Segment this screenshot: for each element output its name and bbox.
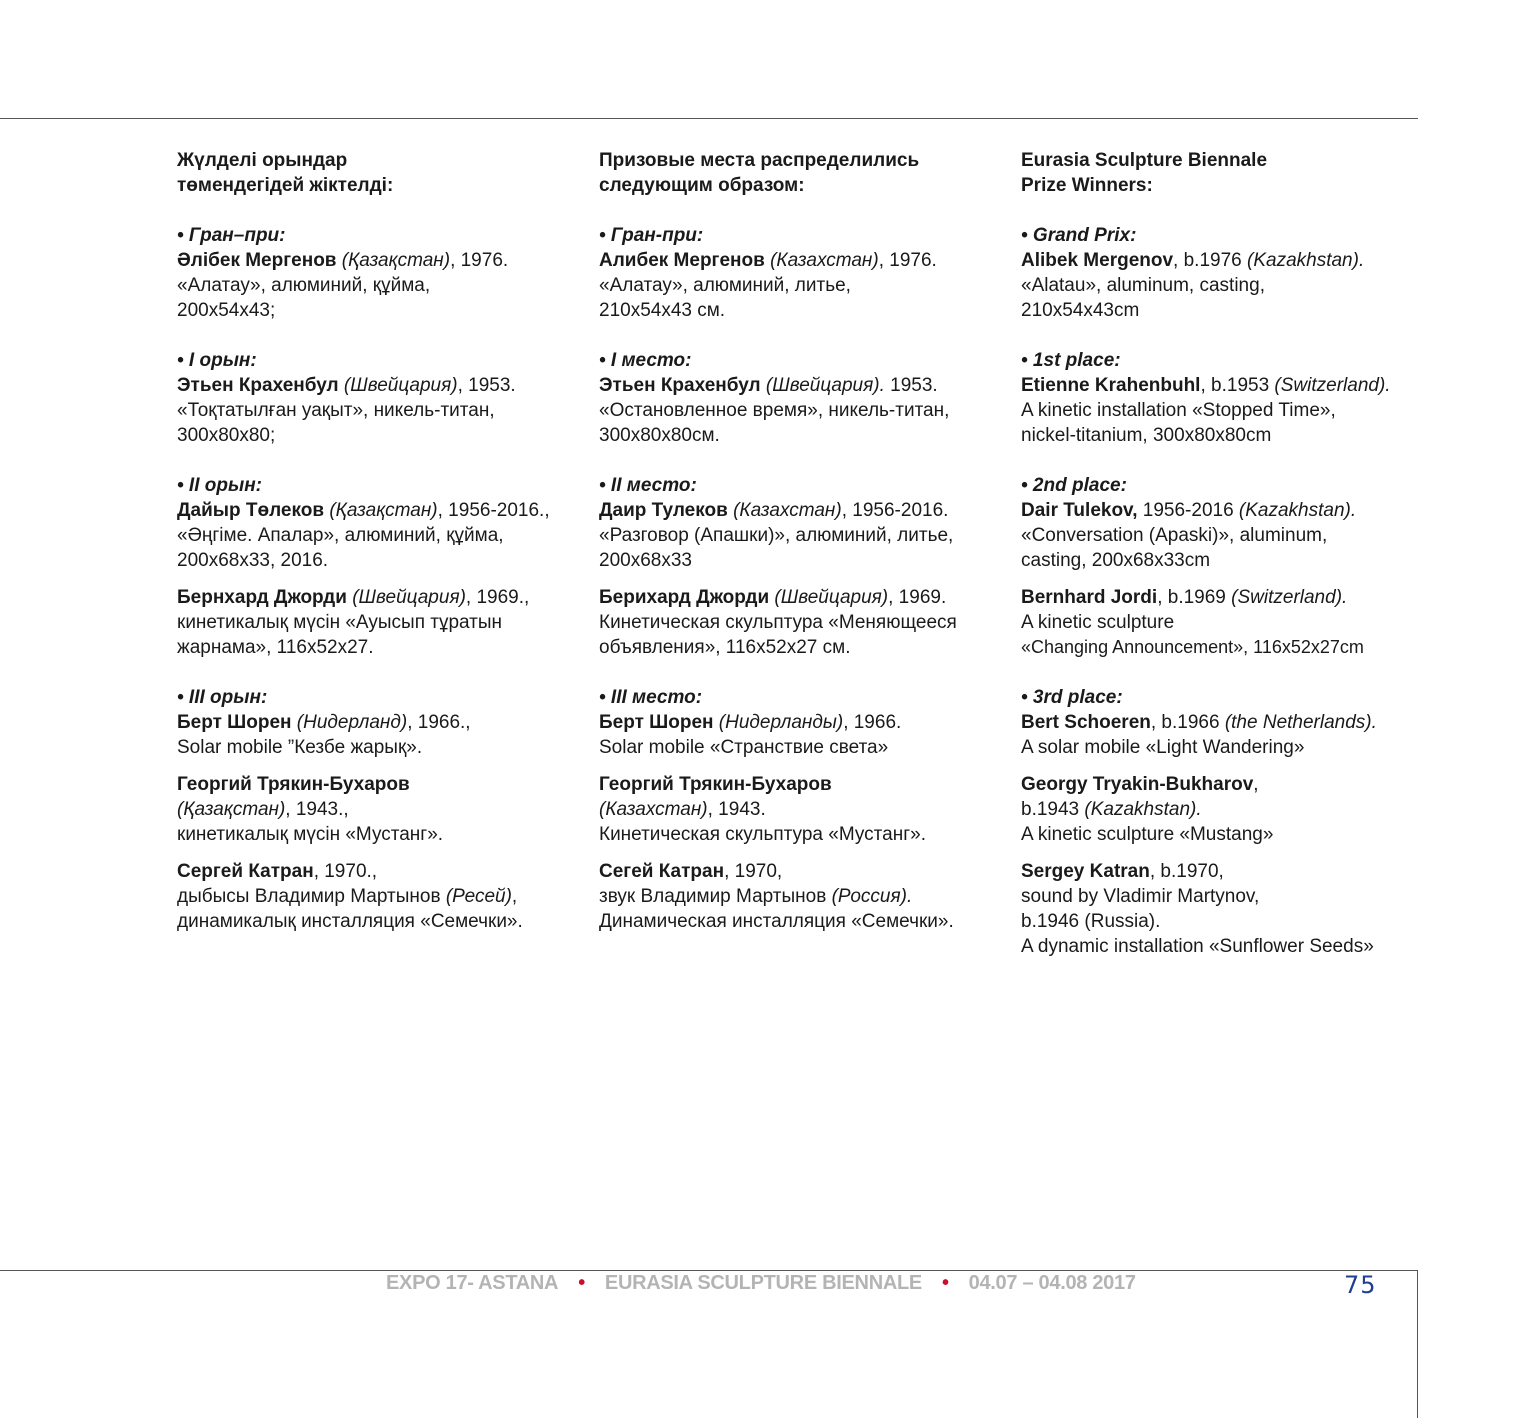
artist-country: (Қазақстан): [329, 500, 438, 521]
footer-title: EURASIA SCULPTURE BIENNALE: [604, 1272, 922, 1294]
artist-name: Georgy Tryakin-Bukharov: [1021, 774, 1254, 795]
artist-country: (Нидерланды): [718, 712, 844, 733]
work-description: Кинетическая скульптура «Меняющееся: [599, 612, 957, 633]
work-dimensions: «Changing Announcement», 116x52x27cm: [1021, 637, 1364, 657]
winner-entry: [1021, 772, 1426, 847]
work-dimensions: 300x80x80;: [177, 425, 276, 446]
first-place-section: [177, 348, 582, 448]
artist-country: (Казахстан): [733, 500, 842, 521]
work-dimensions: 300x80x80см.: [599, 425, 720, 446]
grand-prix-section: [1021, 223, 1426, 323]
second-place-section: [599, 473, 1004, 660]
winner-entry: [177, 859, 582, 934]
artist-name: Alibek Mergenov: [1021, 250, 1174, 271]
work-description: кинетикалық мүсін «Мустанг».: [177, 824, 444, 845]
artist-name: Этьен Крахенбул: [177, 375, 339, 396]
artist-year: , 1976.: [450, 250, 509, 271]
second-place-section: [177, 473, 582, 660]
artist-country: (Швейцария).: [765, 375, 885, 396]
artist-year: , b.1953: [1200, 375, 1275, 396]
top-rule: [0, 118, 1418, 119]
footer-separator: •: [941, 1272, 949, 1294]
heading-line: следующим образом:: [599, 175, 805, 196]
third-place-section: [1021, 685, 1426, 959]
winner-entry: [599, 710, 1004, 760]
place-label: • I орын:: [177, 350, 257, 371]
second-place-section: [1021, 473, 1426, 660]
work-description: «Остановленное время», никель-титан,: [599, 400, 950, 421]
artist-year: , 1956-2016.,: [437, 500, 550, 521]
artist-country: (Kazakhstan).: [1247, 250, 1365, 271]
work-description: A dynamic installation «Sunflower Seeds»: [1021, 936, 1374, 957]
footer-event: EXPO 17- ASTANA: [386, 1272, 559, 1294]
work-description: A kinetic sculpture «Mustang»: [1021, 824, 1274, 845]
artist-year: , 1970.,: [313, 861, 378, 882]
winner-entry: [1021, 248, 1426, 323]
punctuation: ,: [1253, 774, 1259, 795]
artist-country: (Швейцария): [774, 587, 889, 608]
place-label: • Гран-при:: [599, 225, 704, 246]
work-description: «Алатау», алюминий, литье,: [599, 275, 851, 296]
winner-entry: [599, 859, 1004, 934]
artist-year: , 1953.: [457, 375, 516, 396]
artist-year: , b.1969: [1157, 587, 1232, 608]
work-dimensions: 210x54x43cm: [1021, 300, 1140, 321]
artist-year: 1953.: [884, 375, 938, 396]
artist-name: Берт Шорен: [177, 712, 292, 733]
work-description: A kinetic installation «Stopped Time»,: [1021, 400, 1336, 421]
footer-separator: •: [578, 1272, 585, 1294]
artist-name: Алибек Мергенов: [599, 250, 765, 271]
heading-line: Eurasia Sculpture Biennale: [1021, 150, 1268, 171]
first-place-section: [599, 348, 1004, 448]
work-description: Кинетическая скульптура «Мустанг».: [599, 824, 926, 845]
artist-country: (Казахстан): [770, 250, 879, 271]
artist-year: , b.1970,: [1149, 861, 1224, 882]
place-label: • I место:: [599, 350, 692, 371]
russian-column: [599, 148, 1004, 959]
page-number: 75: [1344, 1271, 1377, 1299]
winner-entry: [599, 248, 1004, 323]
work-description: кинетикалық мүсін «Ауысып тұратын: [177, 612, 503, 633]
artist-name: Бернхард Джорди: [177, 587, 347, 608]
artist-name: Bernhard Jordi: [1021, 587, 1158, 608]
artist-name: Берт Шорен: [599, 712, 714, 733]
artist-name: Дайыр Төлеков: [177, 500, 325, 521]
artist-name: Сегей Катран: [599, 861, 725, 882]
artist-country: (Казахстан): [599, 799, 708, 820]
footer-caption: [386, 1272, 1136, 1295]
english-heading: [1021, 148, 1426, 198]
third-place-section: [177, 685, 582, 934]
artist-year: , 1969.: [888, 587, 947, 608]
work-dimensions: 200x68x33, 2016.: [177, 550, 329, 571]
grand-prix-section: [177, 223, 582, 323]
winner-entry: [177, 585, 582, 660]
heading-line: Призовые места распределились: [599, 150, 920, 171]
sound-credit-year: b.1946 (Russia).: [1021, 911, 1161, 932]
work-dimensions: объявления», 116x52x27 см.: [599, 637, 851, 658]
work-dimensions: 200x68x33: [599, 550, 692, 571]
heading-line: төмендегідей жіктелді:: [177, 175, 394, 196]
artist-country: (Россия).: [831, 886, 913, 907]
artist-name: Этьен Крахенбул: [599, 375, 761, 396]
sound-credit: sound by Vladimir Martynov,: [1021, 886, 1260, 907]
artist-name: Dair Tulekov,: [1021, 500, 1138, 521]
place-label: • Гран–при:: [177, 225, 286, 246]
artist-year: b.1943: [1021, 799, 1085, 820]
artist-name: Әлібек Мергенов: [177, 250, 337, 271]
artist-year: , b.1976: [1173, 250, 1247, 271]
winner-entry: [177, 248, 582, 323]
work-dimensions: 200x54x43;: [177, 300, 276, 321]
artist-year: , 1970,: [724, 861, 783, 882]
artist-name: Etienne Krahenbuhl: [1021, 375, 1201, 396]
work-description: A kinetic sculpture: [1021, 612, 1175, 633]
work-description: «Conversation (Apaski)», aluminum,: [1021, 525, 1328, 546]
grand-prix-section: [599, 223, 1004, 323]
artist-country: (Kazakhstan).: [1238, 500, 1357, 521]
artist-country: (Switzerland).: [1231, 587, 1348, 608]
place-label: • 2nd place:: [1021, 475, 1127, 496]
work-description: «Разговор (Апашки)», алюминий, литье,: [599, 525, 954, 546]
work-description: «Алатау», алюминий, құйма,: [177, 275, 431, 296]
work-description: «Alatau», aluminum, casting,: [1021, 275, 1265, 296]
bottom-rule: [0, 1270, 1418, 1271]
place-label: • III орын:: [177, 687, 268, 708]
artist-name: Георгий Трякин-Бухаров: [599, 774, 832, 795]
artist-year: , 1943.,: [285, 799, 349, 820]
winner-entry: [1021, 498, 1426, 573]
place-label: • 3rd place:: [1021, 687, 1123, 708]
russian-heading: [599, 148, 1004, 198]
winner-entry: [177, 710, 582, 760]
winner-entry: [599, 585, 1004, 660]
winner-entry: [177, 373, 582, 448]
artist-year: 1956-2016: [1137, 500, 1239, 521]
place-label: • Grand Prix:: [1021, 225, 1137, 246]
artist-country: (Қазақстан): [177, 799, 286, 820]
winner-entry: [599, 498, 1004, 573]
artist-country: (Switzerland).: [1274, 375, 1391, 396]
winner-entry: [1021, 373, 1426, 448]
winner-entry: [599, 373, 1004, 448]
artist-name: Берихард Джорди: [599, 587, 770, 608]
winner-entry: [177, 498, 582, 573]
artist-country: (Ресей): [445, 886, 512, 907]
winner-entry: [177, 772, 582, 847]
work-dimensions: casting, 200x68x33cm: [1021, 550, 1211, 571]
winner-entry: [1021, 710, 1426, 760]
place-label: • III место:: [599, 687, 703, 708]
footer-dates: 04.07 – 04.08 2017: [968, 1272, 1136, 1294]
right-rule: [1417, 1270, 1418, 1418]
artist-country: (Қазақстан): [341, 250, 451, 271]
place-label: • II орын:: [177, 475, 263, 496]
artist-country: (Нидерланд): [296, 712, 408, 733]
heading-line: Жүлделі орындар: [177, 150, 348, 171]
artist-name: Sergey Katran: [1021, 861, 1150, 882]
artist-name: Сергей Катран: [177, 861, 314, 882]
artist-country: (Kazakhstan).: [1084, 799, 1202, 820]
artist-country: (Швейцария): [343, 375, 458, 396]
sound-credit: звук Владимир Мартынов: [599, 886, 832, 907]
work-description: A solar mobile «Light Wandering»: [1021, 737, 1305, 758]
winner-entry: [1021, 585, 1426, 660]
work-description: «Әңгіме. Апалар», алюминий, құйма,: [177, 525, 504, 546]
artist-year: , 1966.,: [407, 712, 471, 733]
work-description: Динамическая инсталляция «Семечки».: [599, 911, 954, 932]
work-description: Solar mobile ”Кезбе жарық».: [177, 737, 423, 758]
winner-entry: [599, 772, 1004, 847]
artist-year: , 1943.: [707, 799, 766, 820]
artist-year: , 1966.: [843, 712, 902, 733]
artist-name: Bert Schoeren: [1021, 712, 1151, 733]
heading-line: Prize Winners:: [1021, 175, 1153, 196]
work-description: «Тоқтатылған уақыт», никель-титан,: [177, 400, 495, 421]
kazakh-heading: [177, 148, 582, 198]
artist-year: , 1976.: [878, 250, 937, 271]
artist-year: , 1969.,: [465, 587, 530, 608]
work-dimensions: жарнама», 116x52x27.: [177, 637, 374, 658]
artist-country: (the Netherlands).: [1224, 712, 1377, 733]
artist-country: (Швейцария): [352, 587, 466, 608]
artist-year: , b.1966: [1150, 712, 1225, 733]
first-place-section: [1021, 348, 1426, 448]
third-place-section: [599, 685, 1004, 934]
work-description: Solar mobile «Странствие света»: [599, 737, 889, 758]
artist-name: Георгий Трякин-Бухаров: [177, 774, 410, 795]
sound-credit: дыбысы Владимир Мартынов: [177, 886, 446, 907]
artist-name: Даир Тулеков: [599, 500, 728, 521]
work-description: динамикалық инсталляция «Семечки».: [177, 911, 523, 932]
place-label: • 1st place:: [1021, 350, 1121, 371]
place-label: • II место:: [599, 475, 697, 496]
winner-entry: [1021, 859, 1426, 959]
english-column: [1021, 148, 1426, 984]
punctuation: ,: [511, 886, 518, 907]
work-dimensions: nickel-titanium, 300x80x80cm: [1021, 425, 1272, 446]
kazakh-column: [177, 148, 582, 959]
work-dimensions: 210x54x43 см.: [599, 300, 726, 321]
artist-year: , 1956-2016.: [841, 500, 949, 521]
